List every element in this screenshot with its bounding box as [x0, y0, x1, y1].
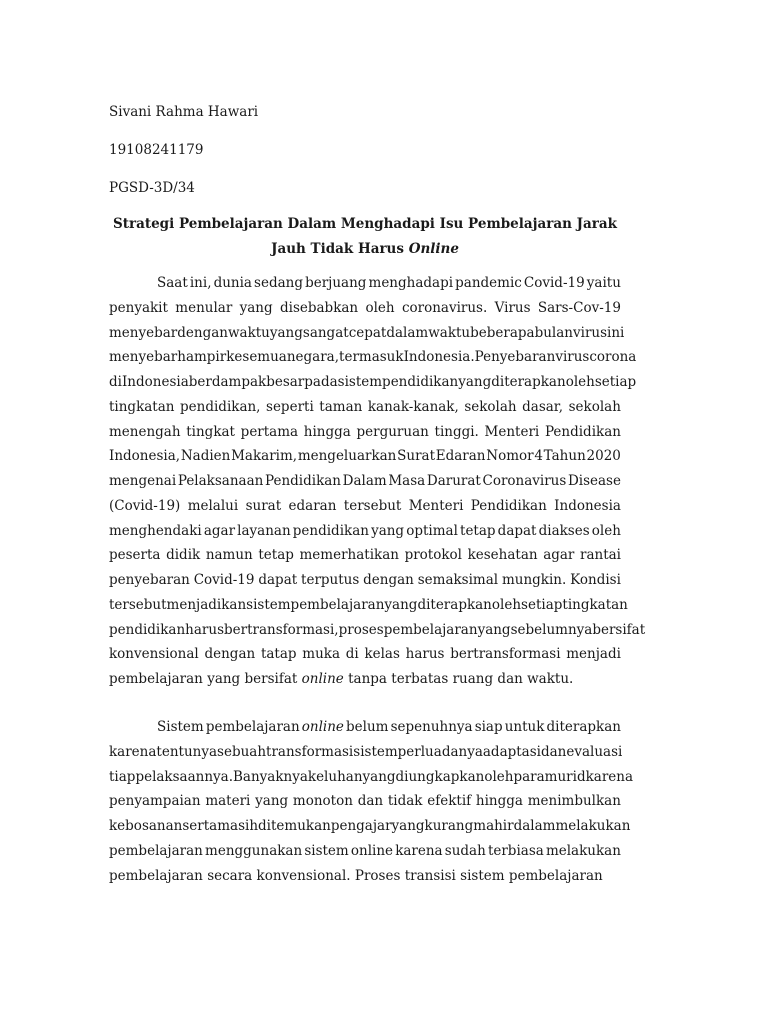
word: agar: [543, 547, 575, 564]
word: Pelaksanaan: [177, 473, 264, 489]
word: kesehatan: [467, 547, 538, 564]
text-line: [109, 817, 631, 835]
word: dasar,: [522, 398, 564, 415]
word: sebuah: [217, 743, 267, 760]
word: pembelajaran: [290, 596, 385, 613]
word: peserta: [109, 547, 161, 564]
word: protokol: [404, 547, 462, 564]
word: pembelajaran: [109, 867, 203, 884]
word: Indonesia: [554, 497, 621, 514]
word: oleh: [565, 374, 595, 390]
word: virus: [555, 349, 590, 366]
word: Nomor: [486, 448, 534, 465]
text-line: [109, 792, 621, 810]
text-line: [109, 274, 621, 292]
word: Pendidikan: [544, 423, 621, 440]
word: karena: [109, 743, 157, 760]
word: yang: [269, 324, 303, 341]
word: sekolah: [464, 398, 517, 415]
text-line: [109, 472, 621, 490]
word: pembelajaran: [508, 867, 603, 884]
word: coronavirus.: [401, 299, 488, 316]
word: Menteri: [484, 423, 540, 440]
word: proses: [338, 621, 384, 638]
text-line: [109, 423, 621, 441]
word: dalam: [386, 324, 429, 341]
word: sistem: [353, 743, 398, 760]
word: Surat: [397, 448, 435, 465]
text-line: [109, 842, 621, 860]
word: mengeluarkan: [297, 448, 397, 465]
word: berdampak: [188, 374, 267, 390]
word: Kondisi: [570, 572, 621, 588]
word: sekolah: [568, 398, 621, 415]
word: harus: [185, 621, 224, 638]
word: menyebar: [109, 349, 178, 366]
text-line: [109, 546, 621, 564]
word: Nadien: [180, 448, 231, 465]
word: berjuang: [305, 275, 367, 291]
word: sistem: [304, 842, 349, 859]
word: memerhatikan: [299, 547, 399, 564]
word: dengan: [204, 646, 256, 663]
word: kurang: [424, 818, 474, 834]
word: Pendidikan: [264, 473, 341, 489]
word: Banyaknya: [233, 768, 308, 785]
word: pendidikan: [382, 374, 459, 390]
word: rantai: [580, 547, 621, 564]
word: corona: [589, 349, 637, 366]
word: tidak: [387, 793, 423, 810]
word: sebelumnya: [510, 621, 593, 638]
word: adanya: [433, 743, 483, 760]
text-line: [109, 497, 621, 515]
word: pendidikan: [292, 522, 369, 539]
word: dengan: [177, 324, 228, 341]
word: masih: [217, 818, 259, 834]
word: pelaksaannya.: [135, 768, 233, 785]
word: waktu.: [527, 671, 574, 687]
word: melalui: [187, 497, 239, 514]
word: menular: [175, 299, 233, 316]
word: bersifat: [244, 671, 298, 687]
word: agar: [203, 522, 236, 539]
text-line: [109, 324, 625, 342]
word: Sars-Cov-19: [537, 299, 621, 316]
word: Coronavirus: [482, 473, 567, 489]
word: tetap: [258, 547, 294, 564]
text-line: [109, 299, 621, 317]
word: dan: [497, 671, 523, 687]
word: para: [513, 768, 545, 785]
word: oleh: [591, 522, 621, 539]
word: transisi: [404, 867, 456, 884]
word: tingkat: [186, 423, 235, 440]
word: sistem: [246, 596, 291, 613]
word: negara,: [286, 349, 340, 366]
word: muka: [302, 646, 340, 663]
word: 4: [534, 448, 543, 465]
word: edaran: [288, 497, 337, 514]
word: penyampaian: [109, 793, 201, 810]
word: siap: [474, 719, 503, 735]
word: sedang: [254, 275, 303, 291]
word: menggunakan: [205, 842, 303, 859]
word: secara: [207, 867, 253, 884]
word: yaitu: [586, 275, 621, 291]
word: yang: [384, 596, 418, 613]
word: yang: [477, 621, 511, 638]
student-id: 19108241179: [109, 142, 204, 158]
word: transformasi: [266, 743, 354, 760]
word: kebosanan: [109, 818, 183, 834]
word: layanan: [237, 522, 291, 539]
word: perlu: [397, 743, 434, 760]
word: dengan: [363, 572, 414, 588]
word: menghadapi: [368, 275, 454, 291]
word: semua: [242, 349, 287, 366]
word: Sistem: [157, 719, 204, 735]
word: seperti: [266, 398, 314, 415]
word: online: [350, 842, 394, 859]
word: melakukan: [555, 818, 631, 834]
word: yang: [391, 818, 425, 834]
author-name: Sivani Rahma Hawari: [109, 104, 259, 120]
word: hingga: [303, 423, 351, 440]
word: menimbulkan: [527, 793, 621, 810]
word: diungkapkan: [395, 768, 485, 785]
word: online: [301, 719, 344, 735]
word: materi: [205, 793, 251, 810]
word: yang: [458, 374, 492, 390]
word: mungkin.: [501, 572, 567, 588]
word: optimal: [406, 522, 458, 539]
word: hingga: [475, 793, 523, 810]
word: sudah: [444, 842, 486, 859]
word: diterapkan: [417, 596, 492, 613]
word: karena: [585, 768, 634, 785]
word: yang: [255, 793, 289, 810]
text-line: [109, 768, 634, 786]
word: tersebut: [109, 596, 167, 613]
word: besar: [266, 374, 305, 390]
word: tiap: [109, 768, 136, 785]
text-line: [109, 596, 628, 614]
word: mahir: [473, 818, 514, 834]
word: termasuk: [339, 349, 404, 366]
word: setiap: [521, 596, 563, 613]
word: cepat: [348, 324, 387, 341]
word: terbatas: [391, 671, 449, 687]
word: menyebar: [109, 324, 178, 341]
word: tentunya: [156, 743, 218, 760]
word: ditemukan: [258, 818, 331, 834]
text-line: [109, 867, 621, 885]
word: menjadi: [566, 646, 621, 663]
word: dan: [357, 793, 384, 810]
word: tingkatan: [562, 596, 628, 613]
word: oleh: [491, 596, 522, 613]
word: murid: [544, 768, 586, 785]
text-line: [109, 447, 621, 465]
word: di: [109, 374, 122, 390]
word: Masa: [388, 473, 426, 489]
word: pembelajaran: [109, 671, 203, 687]
word: dapat: [497, 522, 537, 539]
word: Proses: [354, 867, 401, 884]
text-line: [109, 718, 621, 736]
word: melakukan: [545, 842, 621, 859]
word: disebabkan: [279, 299, 359, 316]
text-line: [109, 571, 621, 589]
word: dapat: [258, 572, 298, 588]
word: surat: [245, 497, 282, 514]
word: sistem: [337, 374, 383, 390]
word: Indonesia.: [403, 349, 475, 366]
word: waktu: [428, 324, 471, 341]
word: Dalam: [342, 473, 387, 489]
word: waktu: [227, 324, 270, 341]
word: yang: [207, 671, 241, 687]
word: ruang: [452, 671, 494, 687]
word: ini,: [189, 275, 212, 291]
word: bertransformasi: [450, 646, 561, 663]
text-line: [109, 373, 637, 391]
word: Darurat: [426, 473, 481, 489]
word: bersifat: [592, 621, 646, 638]
word: perguruan: [356, 423, 429, 440]
word: sangat: [302, 324, 349, 341]
word: yang: [371, 522, 405, 539]
word: harus: [405, 646, 445, 663]
word: diterapkan: [491, 374, 566, 390]
word: menjadikan: [166, 596, 247, 613]
word: Virus: [494, 299, 531, 316]
word: pendidikan: [109, 621, 186, 638]
word: 2020: [586, 448, 621, 465]
word: hampir: [177, 349, 227, 366]
word: Edaran: [435, 448, 486, 465]
text-line: [109, 743, 621, 761]
word: konvensional: [109, 646, 199, 663]
text-line: [109, 522, 621, 540]
word: pada: [304, 374, 338, 390]
word: penyakit: [109, 299, 168, 316]
word: beberapa: [470, 324, 535, 341]
word: tersebut: [343, 497, 402, 514]
word: pandemic: [455, 275, 522, 291]
word: serta: [182, 818, 218, 834]
word: Covid-19: [523, 275, 585, 291]
word: (Covid-19): [109, 497, 181, 514]
word: ini: [607, 324, 625, 341]
text-line: [109, 670, 621, 688]
word: Saat: [157, 275, 188, 291]
word: belum: [346, 719, 389, 735]
class-code: PGSD-3D/34: [109, 180, 195, 196]
word: pembelajaran: [383, 621, 478, 638]
word: bulan: [534, 324, 573, 341]
word: Penyebaran: [474, 349, 556, 366]
text-line: [109, 348, 637, 366]
word: terputus: [301, 572, 360, 588]
word: tingkatan: [109, 398, 175, 415]
word: efektif: [427, 793, 472, 810]
word: Tahun: [543, 448, 586, 465]
word: keluhan: [307, 768, 363, 785]
text-line: [109, 645, 621, 663]
word: tatap: [260, 646, 297, 663]
word: oleh: [484, 768, 514, 785]
word: diakses: [538, 522, 590, 539]
word: menghendaki: [109, 522, 202, 539]
word: ke: [226, 349, 243, 366]
word: menengah: [109, 423, 181, 440]
word: Covid-19: [193, 572, 255, 588]
word: setiap: [594, 374, 637, 390]
word: Indonesia: [121, 374, 189, 390]
word: Indonesia,: [109, 448, 181, 465]
word: diterapkan: [546, 719, 621, 735]
word: pertama: [240, 423, 299, 440]
title-line-2-text: Jauh Tidak Harus: [271, 241, 404, 257]
word: tetap: [460, 522, 496, 539]
word: yang: [239, 299, 273, 316]
word: tanpa: [348, 671, 387, 687]
word: taman: [319, 398, 363, 415]
word: oleh: [365, 299, 395, 316]
word: konvensional.: [256, 867, 351, 884]
word: Disease: [567, 473, 621, 489]
word: terbiasa: [487, 842, 544, 859]
word: pendidikan,: [180, 398, 261, 415]
word: tinggi.: [434, 423, 479, 440]
word: pengajar: [330, 818, 392, 834]
word: karena: [395, 842, 443, 859]
word: untuk: [504, 719, 545, 735]
word: sistem: [460, 867, 505, 884]
title-line-1: Strategi Pembelajaran Dalam Menghadapi Isu Pembelajaran Jarak: [113, 216, 617, 232]
text-line: [109, 398, 621, 416]
word: mengenai: [109, 473, 177, 489]
word: evaluasi: [566, 743, 623, 760]
title-line-2: [109, 240, 621, 258]
word: semaksimal: [417, 572, 499, 588]
word: didik: [166, 547, 201, 564]
word: dunia: [213, 275, 252, 291]
word: adaptasi: [482, 743, 541, 760]
word: di: [345, 646, 359, 663]
text-line: [109, 621, 646, 639]
word: kanak-kanak,: [367, 398, 459, 415]
word: dan: [540, 743, 567, 760]
word: yang: [362, 768, 396, 785]
word: sepenuhnya: [390, 719, 473, 735]
word: online: [301, 671, 344, 687]
word: dalam: [513, 818, 556, 834]
word: Makarim,: [231, 448, 298, 465]
word: namun: [205, 547, 253, 564]
word: pembelajaran: [205, 719, 300, 735]
word: penyebaran: [109, 572, 190, 588]
word: kelas: [364, 646, 400, 663]
word: monoton: [292, 793, 353, 810]
word: Menteri: [408, 497, 464, 514]
word: bertransformasi,: [224, 621, 339, 638]
word: Pendidikan: [470, 497, 547, 514]
word: pembelajaran: [109, 842, 203, 859]
title-online-italic: Online: [408, 241, 459, 257]
word: virus: [573, 324, 608, 341]
